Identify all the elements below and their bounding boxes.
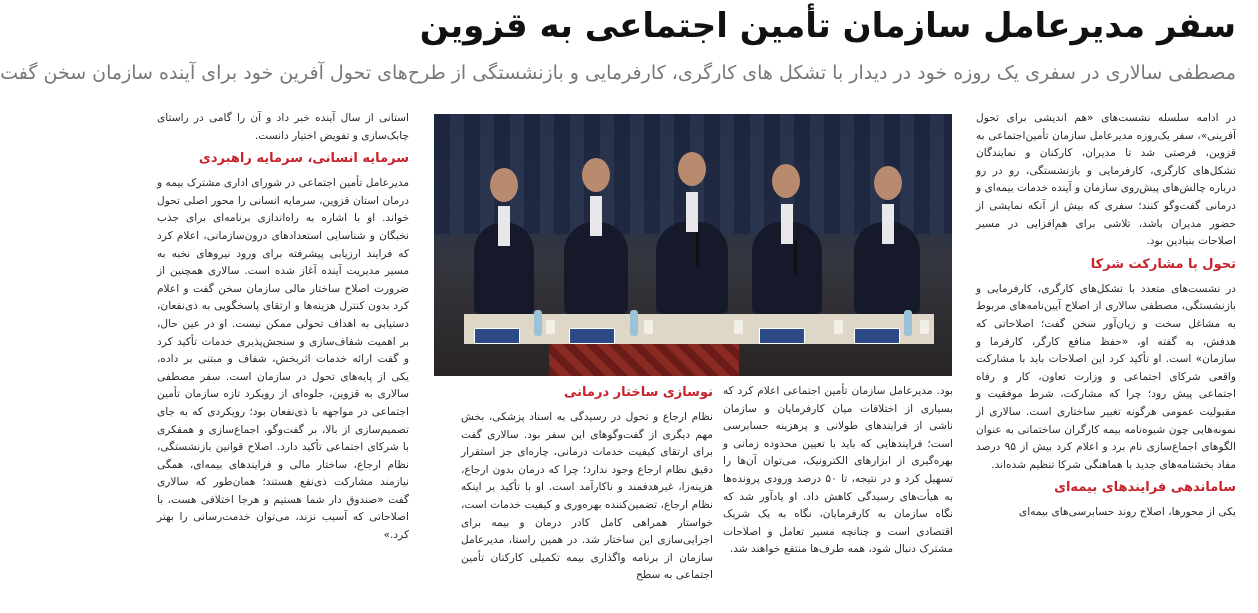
paragraph: در نشست‌های متعدد با تشکل‌های کارگری، کارفرمایی و بازنشستگی، مصطفی سالاری از اصلاح آیین‌نامه‌های مربوط به مشاغل سخت و زیان‌آور سخن گفت؛ اصلاحاتی که هدفش، به گفته او، «حفظ منافع کارگر، کارفرما و سازمان» است. او تأکید کرد این اصلاحات باید با مشارکت واقعی شرکای اجتماعی و وزارت تعاون، کار و رفاه اجتماعی پیش رود؛ چرا که مشارکت، شرط موفقیت و مقبولیت عمومی هرگونه تغییر ساختاری است. سالاری از نمونه‌هایی چون شیوه‌نامه بیمه کارگران ساختمانی به عنوان الگوهای اجماع‌سازی نام برد و اعلام کرد بیش از ۹۵ درصد مفاد بخشنامه‌های جدید با هماهنگی شرکا تنظیم شده‌اند. <box>976 282 1236 471</box>
subheadline: مصطفی سالاری در سفری یک روزه خود در دیدار با تشکل های کارگری، کارفرمایی و بازنشستگی از طرح‌های تحول آفرین خود برای آینده سازمان سخن گفت <box>0 62 1236 84</box>
headline: سفر مدیرعامل سازمان تأمین اجتماعی به قزوین <box>419 6 1236 46</box>
article-column-right <box>976 110 1236 524</box>
article-column-middle-b <box>461 383 713 587</box>
section-heading: سرمایه انسانی، سرمایه راهبردی <box>198 151 409 167</box>
paragraph: استانی از سال آینده خبر داد و آن را گامی در راستای چابک‌سازی و تفویض اختیار دانست. <box>157 112 409 142</box>
section-heading: ساماندهی فرایندهای بیمه‌ای <box>1054 480 1236 496</box>
section-heading: تحول با مشارکت شرکا <box>1090 256 1236 272</box>
paragraph: مدیرعامل تأمین اجتماعی در شورای اداری مشترک بیمه و درمان استان قزوین، سرمایه انسانی را محور اصلی تحول خواند. او با اشاره به راه‌اندازی برنامه‌ای برای جذب نخبگان و شناسایی استعدادهای درون‌سازمانی، اعلام کرد که فرایند ارزیابی پیشرفته برای ورود نیروهای نخبه به مسیر مدیریت آینده آغاز شده است. سالاری همچنین از ضرورت اصلاح ساختار مالی سازمان سخن گفت و اعلام کرد بدون کنترل هزینه‌ها و ارتقای پاسخگویی به ذی‌نفعان، دستیابی به اهداف تحولی ممکن نیست. او در عین حال، بر اهمیت شفاف‌سازی و سنجش‌پذیری خدمات تأکید کرد و گفت ارائه خدمات اثربخش، شفاف و مبتنی بر داده، یکی از پایه‌های تحول در سازمان است. سفر مصطفی سالاری به قزوین، جلوه‌ای از رویکرد تازه سازمان تأمین اجتماعی در مواجهه با ذی‌نفعان بود؛ رویکردی که به جای تصمیم‌سازی از بالا، بر گفت‌وگو، اجماع‌سازی و همفکری با شرکای اجتماعی تأکید دارد. اصلاح قوانین بازنشستگی، نظام ارجاع، ساختار مالی و فرایندهای بیمه‌ای، همگی نیازمند مشارکت ذی‌نفع هستند؛ همان‌طور که سالاری گفت «صندوق دار شما هستیم و هرجا اختلافی هست، با اصلاحاتی که آسیب نزند، می‌توان خدمت‌رسانی را بهتر کرد.» <box>157 177 409 542</box>
paragraph: بود. مدیرعامل سازمان تأمین اجتماعی اعلام کرد که بسیاری از اختلافات میان کارفرمایان و سازمان ناشی از فرایندهای طولانی و پرهزینه حسابرسی است؛ فرایندهایی که باید با تعیین محدوده زمانی و بهره‌گیری از ابزارهای الکترونیک، می‌توان آن‌ها را تسهیل کرد و در نتیجه، تا ۵۰ درصد ورودی پرونده‌ها به هیأت‌های رسیدگی کاهش داد. او یادآور شد که نگاه سازمان به کارفرمایان، نگاه به یک شریک اقتصادی است و چنانچه مسیر تعامل و اصلاحات مشترک دنبال شود، همه طرف‌ها منتفع خواهند شد. <box>723 385 953 556</box>
article-column-left <box>157 110 409 547</box>
paragraph: نظام ارجاع و تحول در رسیدگی به اسناد پزشکی، بخش مهم دیگری از گفت‌وگوهای این سفر بود. سالاری گفت برای ارتقای کیفیت خدمات درمانی، چاره‌ای جز استقرار دقیق نظام ارجاع وجود ندارد؛ چرا که درمان بدون ارجاع، هزینه‌زا، غیرهدفمند و ناکارآمد است. او با تأکید بر اینکه نظام ارجاع، تضمین‌کننده بهره‌وری و کیفیت خدمات است، خواستار همراهی کامل کادر درمان و بیمه برای اجرایی‌سازی این ساختار شد. در همین راستا، مدیرعامل سازمان از برنامه واگذاری بیمه تکمیلی کارکنان تأمین اجتماعی به سطح <box>461 411 713 582</box>
meeting-photo <box>434 114 952 376</box>
article-column-middle-a <box>723 383 953 561</box>
paragraph: در ادامه سلسله نشست‌های «هم اندیشی برای تحول آفرینی»، سفر یک‌روزه مدیرعامل سازمان تأمین‌اجتماعی به قزوین، فرصتی شد تا مدیران، کارکنان و نمایندگان تشکل‌های کارگری، کارفرمایی و بازنشستگی، رو در رو درباره چالش‌های پیش‌روی سازمان و آینده خدمات بیمه‌ای و درمانی گفت‌وگو کنند؛ سفری که بیش از آنکه نمایشی از حضور مدیران باشد، تلاشی برای هم‌افزایی در مسیر اصلاحات بنیادین بود. <box>976 112 1236 248</box>
paragraph: یکی از محورها، اصلاح روند حسابرسی‌های بیمه‌ای <box>1018 506 1236 519</box>
section-heading: نوسازی ساختار درمانی <box>564 385 713 400</box>
